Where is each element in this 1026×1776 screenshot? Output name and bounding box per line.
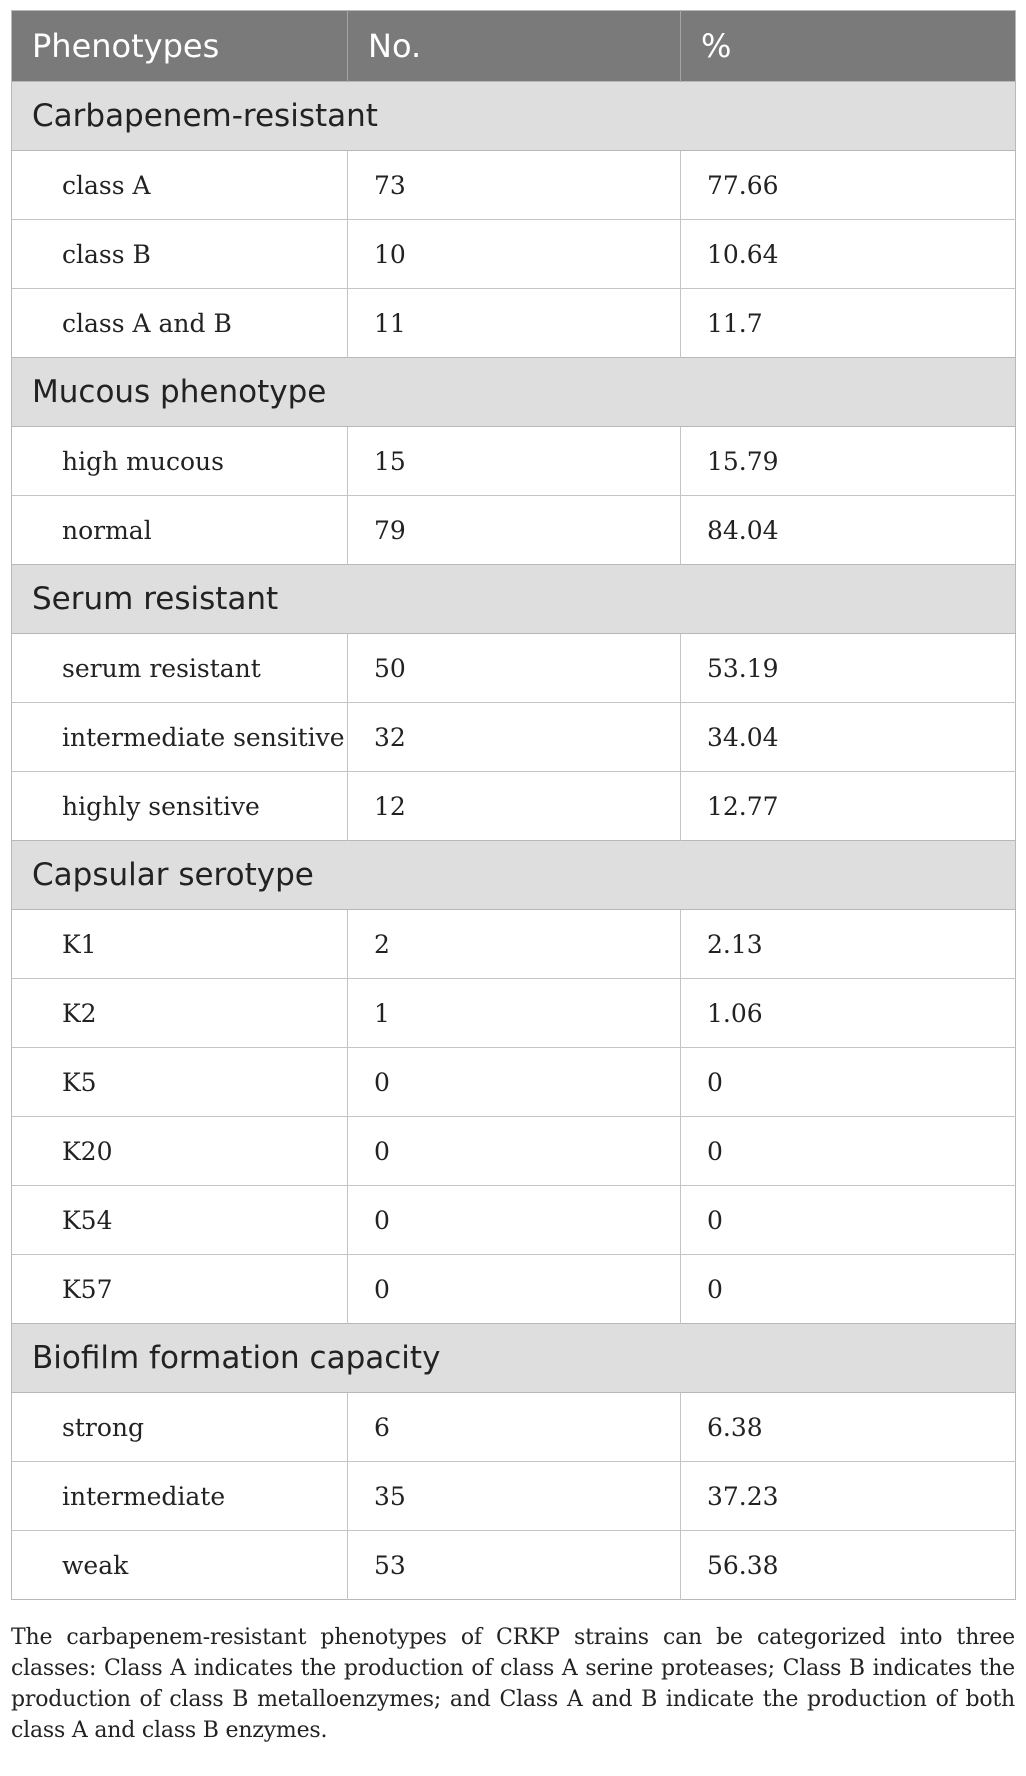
phenotype-table-container <box>11 10 1015 1600</box>
percent-cell: 37.23 <box>681 1462 1016 1531</box>
count-cell: 15 <box>348 427 681 496</box>
count-cell: 79 <box>348 496 681 565</box>
phenotype-cell: intermediate sensitive <box>12 703 348 772</box>
table-header-row <box>12 11 1016 82</box>
table-row <box>12 1186 1016 1255</box>
table-row <box>12 1255 1016 1324</box>
count-cell: 0 <box>348 1255 681 1324</box>
phenotype-cell: K20 <box>12 1117 348 1186</box>
phenotype-cell: class A and B <box>12 289 348 358</box>
table-row <box>12 427 1016 496</box>
header-number: No. <box>348 11 681 82</box>
table-row <box>12 496 1016 565</box>
phenotype-cell: K57 <box>12 1255 348 1324</box>
count-cell: 12 <box>348 772 681 841</box>
percent-cell: 15.79 <box>681 427 1016 496</box>
phenotype-cell: K1 <box>12 910 348 979</box>
table-row <box>12 979 1016 1048</box>
table-row <box>12 220 1016 289</box>
table-row <box>12 289 1016 358</box>
phenotype-cell: K54 <box>12 1186 348 1255</box>
table-row <box>12 1117 1016 1186</box>
count-cell: 0 <box>348 1048 681 1117</box>
phenotype-cell: K5 <box>12 1048 348 1117</box>
group-title: Mucous phenotype <box>12 358 1016 427</box>
percent-cell: 12.77 <box>681 772 1016 841</box>
phenotype-cell: highly sensitive <box>12 772 348 841</box>
count-cell: 0 <box>348 1186 681 1255</box>
count-cell: 73 <box>348 151 681 220</box>
percent-cell: 0 <box>681 1186 1016 1255</box>
phenotype-cell: strong <box>12 1393 348 1462</box>
count-cell: 6 <box>348 1393 681 1462</box>
percent-cell: 0 <box>681 1117 1016 1186</box>
table-row <box>12 1531 1016 1600</box>
phenotype-cell: K2 <box>12 979 348 1048</box>
percent-cell: 84.04 <box>681 496 1016 565</box>
group-title: Biofilm formation capacity <box>12 1324 1016 1393</box>
phenotype-cell: class B <box>12 220 348 289</box>
table-row <box>12 634 1016 703</box>
group-title: Capsular serotype <box>12 841 1016 910</box>
count-cell: 0 <box>348 1117 681 1186</box>
table-row <box>12 1393 1016 1462</box>
table-body <box>12 82 1016 1600</box>
group-header-row <box>12 82 1016 151</box>
table-row <box>12 1048 1016 1117</box>
phenotype-cell: normal <box>12 496 348 565</box>
group-header-row <box>12 841 1016 910</box>
table-footnote: The carbapenem-resistant phenotypes of CRKP strains can be categorized into three classes: Class A indicates the production of class A serine proteases; Class B indicates the production of class B metalloenzymes; and Class A and B indicate the production of both class A and class B enzymes. <box>11 1625 1015 1743</box>
phenotype-table <box>11 10 1016 1600</box>
phenotype-cell: class A <box>12 151 348 220</box>
percent-cell: 0 <box>681 1048 1016 1117</box>
percent-cell: 10.64 <box>681 220 1016 289</box>
table-row <box>12 910 1016 979</box>
percent-cell: 77.66 <box>681 151 1016 220</box>
group-title: Carbapenem-resistant <box>12 82 1016 151</box>
percent-cell: 56.38 <box>681 1531 1016 1600</box>
phenotype-cell: intermediate <box>12 1462 348 1531</box>
count-cell: 35 <box>348 1462 681 1531</box>
header-phenotypes: Phenotypes <box>12 11 348 82</box>
count-cell: 11 <box>348 289 681 358</box>
percent-cell: 34.04 <box>681 703 1016 772</box>
header-percent: % <box>701 27 732 65</box>
count-cell: 2 <box>348 910 681 979</box>
count-cell: 32 <box>348 703 681 772</box>
percent-cell: 11.7 <box>681 289 1016 358</box>
percent-cell: 0 <box>681 1255 1016 1324</box>
phenotype-cell: high mucous <box>12 427 348 496</box>
count-cell: 10 <box>348 220 681 289</box>
percent-cell: 2.13 <box>681 910 1016 979</box>
table-row <box>12 772 1016 841</box>
count-cell: 50 <box>348 634 681 703</box>
group-header-row <box>12 358 1016 427</box>
table-row <box>12 151 1016 220</box>
group-title: Serum resistant <box>12 565 1016 634</box>
percent-cell: 1.06 <box>681 979 1016 1048</box>
phenotype-cell: weak <box>12 1531 348 1600</box>
percent-cell: 53.19 <box>681 634 1016 703</box>
count-cell: 1 <box>348 979 681 1048</box>
group-header-row <box>12 565 1016 634</box>
table-row <box>12 703 1016 772</box>
count-cell: 53 <box>348 1531 681 1600</box>
table-row <box>12 1462 1016 1531</box>
group-header-row <box>12 1324 1016 1393</box>
percent-cell: 6.38 <box>681 1393 1016 1462</box>
phenotype-cell: serum resistant <box>12 634 348 703</box>
